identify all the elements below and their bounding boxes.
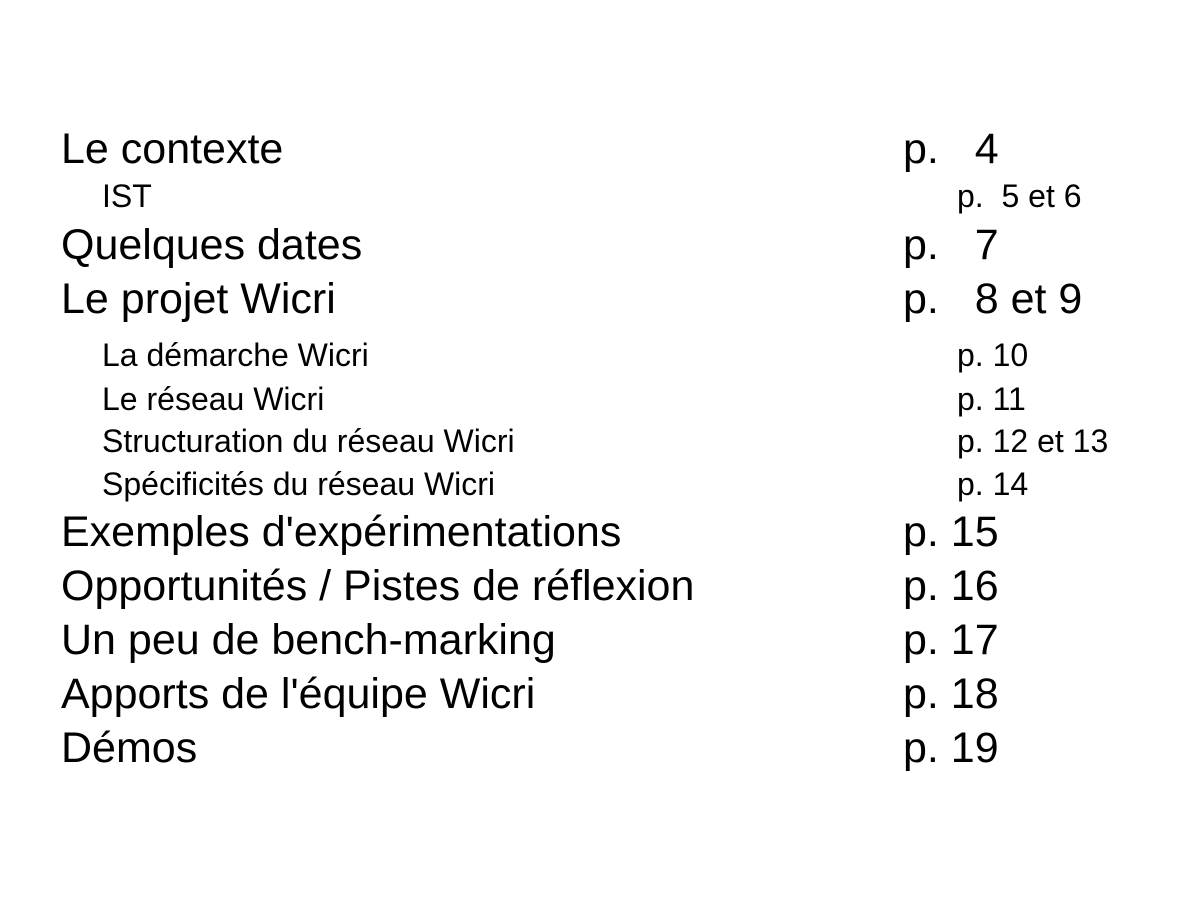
toc-entry-title: Apports de l'équipe Wicri [61, 670, 536, 718]
toc-entry-title: Démos [61, 724, 198, 772]
toc-entry-title: Un peu de bench-marking [61, 616, 556, 664]
toc-entry-page: p. 5 et 6 [957, 178, 1082, 214]
toc-entry-page: p. 8 et 9 [903, 275, 1083, 323]
toc-entry-page: p. 14 [957, 466, 1029, 502]
toc-entry-page: p. 4 [903, 125, 999, 173]
toc-entry-page: p. 7 [903, 221, 999, 269]
toc-entry-page: p. 10 [957, 337, 1029, 373]
toc-entry-page: p. 15 [903, 508, 999, 556]
toc-entry-page: p. 12 et 13 [957, 423, 1109, 459]
toc-entry-page: p. 16 [903, 562, 999, 610]
toc-entry-title: Spécificités du réseau Wicri [102, 466, 496, 502]
toc-entry-page: p. 18 [903, 670, 999, 718]
toc-entry-title: Opportunités / Pistes de réflexion [61, 562, 695, 610]
toc-entry-page: p. 19 [903, 724, 999, 772]
toc-entry-title: Le projet Wicri [61, 275, 336, 323]
toc-entry-title: Le réseau Wicri [102, 381, 325, 417]
toc-entry-title: Exemples d'expérimentations [61, 508, 622, 556]
toc-entry-title: IST [102, 178, 152, 214]
toc-entry-title: La démarche Wicri [102, 337, 369, 373]
toc-entry-title: Structuration du réseau Wicri [102, 423, 515, 459]
toc-entry-title: Le contexte [61, 125, 284, 173]
toc-entry-page: p. 11 [957, 381, 1026, 417]
toc-entry-title: Quelques dates [61, 221, 363, 269]
toc-entry-page: p. 17 [903, 616, 999, 664]
